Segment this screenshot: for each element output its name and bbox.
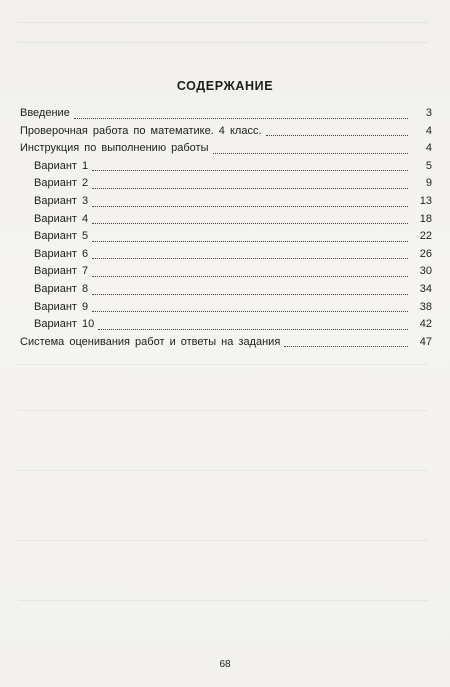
page-number: 68 <box>219 659 231 670</box>
toc-entry-page: 5 <box>425 159 432 172</box>
show-through-line <box>18 600 428 601</box>
toc-entry <box>20 299 432 317</box>
dot-leader <box>74 117 408 119</box>
toc-entry <box>20 105 432 123</box>
toc-entry-page: 9 <box>425 177 432 190</box>
dot-leader <box>92 169 408 171</box>
dot-leader <box>92 187 408 189</box>
toc-entry-label: Вариант 2 <box>34 177 89 190</box>
toc-entry-label: Вариант 5 <box>34 230 89 243</box>
toc-entry-label: Вариант 1 <box>34 159 89 172</box>
toc-entry-page: 26 <box>419 247 432 260</box>
show-through-line <box>18 470 428 471</box>
dot-leader <box>92 205 408 207</box>
dot-leader <box>92 310 408 312</box>
toc-entry-label: Вариант 6 <box>34 247 89 260</box>
toc-entry-label: Вариант 4 <box>34 212 89 225</box>
toc-entry <box>20 263 432 281</box>
toc-entry-label: Инструкция по выполнению работы <box>20 142 209 155</box>
dot-leader <box>284 345 408 347</box>
toc-entry <box>20 228 432 246</box>
dot-leader <box>98 328 408 330</box>
show-through-line <box>18 22 428 23</box>
dot-leader <box>213 152 409 154</box>
toc-entry-page: 42 <box>419 318 432 331</box>
toc-entry <box>20 316 432 334</box>
toc-entry-page: 38 <box>419 300 432 313</box>
toc-entry-label: Вариант 8 <box>34 282 89 295</box>
toc-entry-label: Вариант 9 <box>34 300 89 313</box>
toc-entry <box>20 123 432 141</box>
toc-entry <box>20 281 432 299</box>
toc-entry-label: Вариант 10 <box>34 318 95 331</box>
toc-entry-page: 22 <box>419 230 432 243</box>
toc-entry <box>20 193 432 211</box>
toc-entry <box>20 211 432 229</box>
show-through-line <box>18 540 428 541</box>
toc-entry-page: 34 <box>419 282 432 295</box>
dot-leader <box>92 222 408 224</box>
toc-entry-page: 4 <box>425 142 432 155</box>
toc-entry-label: Проверочная работа по математике. 4 класс. <box>20 124 262 137</box>
show-through-line <box>18 410 428 411</box>
toc-entry <box>20 158 432 176</box>
show-through-line <box>18 42 428 43</box>
toc-entry-label: Система оценивания работ и ответы на задания <box>20 335 281 348</box>
dot-leader <box>266 134 409 136</box>
dot-leader <box>92 275 408 277</box>
dot-leader <box>92 293 408 295</box>
toc-entry-page: 4 <box>425 124 432 137</box>
toc-entry <box>20 334 432 352</box>
toc-entry-label: Вариант 7 <box>34 265 89 278</box>
toc-entry-page: 13 <box>419 194 432 207</box>
toc-entry-page: 30 <box>419 265 432 278</box>
dot-leader <box>92 257 408 259</box>
toc-entry-page: 18 <box>419 212 432 225</box>
table-of-contents <box>20 105 432 351</box>
toc-entry-page: 47 <box>419 335 432 348</box>
toc-entry <box>20 246 432 264</box>
toc-entry <box>20 140 432 158</box>
show-through-line <box>18 364 428 365</box>
page-title: СОДЕРЖАНИЕ <box>176 79 274 93</box>
toc-entry <box>20 175 432 193</box>
toc-entry-label: Вариант 3 <box>34 194 89 207</box>
dot-leader <box>92 240 408 242</box>
toc-entry-label: Введение <box>20 107 70 119</box>
toc-entry-page: 3 <box>425 107 432 119</box>
